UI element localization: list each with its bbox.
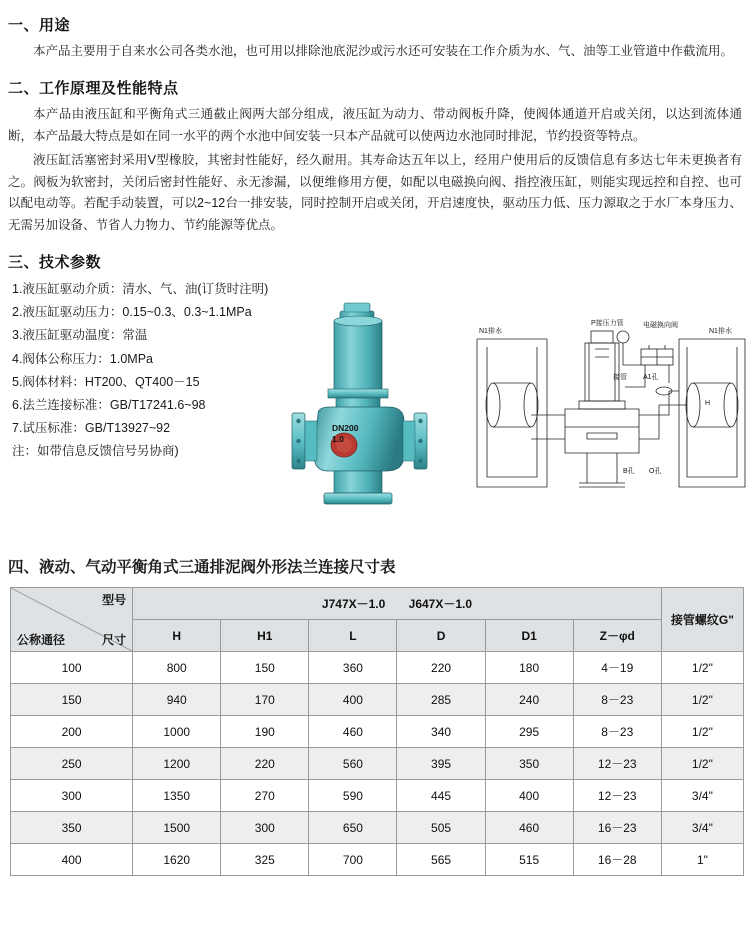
cell-h1: 170 <box>221 684 309 716</box>
cell-l: 650 <box>309 812 397 844</box>
cell-zd: 8－23 <box>573 684 661 716</box>
corner-label-dn: 公称通径 <box>17 633 66 648</box>
schematic-label-o-port: O孔 <box>649 468 662 476</box>
cell-l: 590 <box>309 780 397 812</box>
cell-l: 560 <box>309 748 397 780</box>
tech-spec-item-note: 注：如带信息反馈信号另协商) <box>12 444 179 458</box>
figure-label-pn: 1.0 <box>332 434 344 445</box>
cell-d1: 295 <box>485 716 573 748</box>
model-name-2: J647X－1.0 <box>408 597 473 612</box>
cell-h: 940 <box>133 684 221 716</box>
figure-label-dn: DN200 <box>332 423 359 434</box>
table-row <box>11 844 744 876</box>
section-heading-principle: 二、工作原理及性能特点 <box>8 79 179 97</box>
cell-zd: 16－23 <box>573 812 661 844</box>
cell-h: 1350 <box>133 780 221 812</box>
schematic-label-inlet: N1排水 <box>479 328 502 336</box>
tech-spec-item-6: 6.法兰连接标准：GB/T17241.6~98 <box>12 397 206 412</box>
cell-d: 220 <box>397 652 485 684</box>
cell-d: 565 <box>397 844 485 876</box>
section-heading-tech: 三、技术参数 <box>8 254 102 272</box>
cell-d: 445 <box>397 780 485 812</box>
table-head <box>11 588 744 652</box>
valve-schematic-drawing <box>473 287 748 512</box>
schematic-label-solenoid: 电磁换向阀 <box>643 322 678 330</box>
cell-thread: 3/4" <box>661 780 743 812</box>
cell-h: 1620 <box>133 844 221 876</box>
cell-h: 1500 <box>133 812 221 844</box>
section-heading-purpose: 一、用途 <box>8 17 71 34</box>
table-body <box>11 652 744 876</box>
cell-h1: 220 <box>221 748 309 780</box>
valve-3d-svg <box>278 295 468 510</box>
cell-dn: 350 <box>11 812 133 844</box>
corner-label-size: 尺寸 <box>102 633 127 648</box>
cell-zd: 12－23 <box>573 748 661 780</box>
cell-h1: 325 <box>221 844 309 876</box>
valve-schematic-svg <box>473 287 748 512</box>
cell-d1: 180 <box>485 652 573 684</box>
table-header-d1: D1 <box>485 620 573 652</box>
table-row <box>11 780 744 812</box>
tech-spec-item-7: 7.试压标准：GB/T13927~92 <box>12 420 171 435</box>
section-paragraph-principle-1: 本产品由液压缸和平衡角式三通截止阀两大部分组成，液压缸为动力、带动阀板升降，使阀体通道开启或关闭，以达到流体通断，本产品最大特点是如在同一水平的两个水池中间安装一只本产品就可以使两边水池同时排泥，节约投资等特点。 <box>8 106 742 143</box>
tech-spec-item-4: 4.阀体公称压力：1.0MPa <box>12 351 154 366</box>
cell-dn: 150 <box>11 684 133 716</box>
table-header-zd: Z－φd <box>573 620 661 652</box>
cell-thread: 1/2" <box>661 716 743 748</box>
cell-d: 395 <box>397 748 485 780</box>
cell-h: 800 <box>133 652 221 684</box>
document-page <box>0 14 750 876</box>
valve-3d-illustration <box>278 295 468 510</box>
cell-l: 700 <box>309 844 397 876</box>
cell-d1: 240 <box>485 684 573 716</box>
tech-spec-item-3: 3.液压缸驱动温度：常温 <box>12 328 148 343</box>
cell-h1: 300 <box>221 812 309 844</box>
schematic-label-gauge: P接压力管 <box>591 320 624 328</box>
cell-h: 1200 <box>133 748 221 780</box>
cell-thread: 1" <box>661 844 743 876</box>
schematic-label-b-port: B孔 <box>623 468 635 476</box>
cell-zd: 16－28 <box>573 844 661 876</box>
schematic-label-a-port: A1孔 <box>643 374 659 382</box>
cell-thread: 1/2" <box>661 684 743 716</box>
cell-h1: 150 <box>221 652 309 684</box>
table-row <box>11 652 744 684</box>
table-header-thread: 接管螺纹G" <box>661 588 743 652</box>
section-paragraph-principle-2: 液压缸活塞密封采用V型橡胶，其密封性能好，经久耐用。其寿命达五年以上，经用户使用后的反馈信息有多达七年未更换者有之。阀板为软密封，关闭后密封性能好、永无渗漏，以便维修用方便，如配以电磁换向阀、指控液压缸，则能实现远控和自控、也可以配电动等。若配手动装置，可以2~12台一排安装，同时控制开启或关闭，开启速度快，驱动压力低、压力源取之于水厂本身压力、无需另加设备、节省人力物力、节约能源等优点。 <box>8 152 742 233</box>
dimension-table <box>10 587 744 876</box>
cell-thread: 1/2" <box>661 748 743 780</box>
table-header-l: L <box>309 620 397 652</box>
cell-zd: 8－23 <box>573 716 661 748</box>
table-row <box>11 684 744 716</box>
cell-l: 400 <box>309 684 397 716</box>
cell-d: 505 <box>397 812 485 844</box>
cell-zd: 12－23 <box>573 780 661 812</box>
cell-thread: 3/4" <box>661 812 743 844</box>
tech-spec-item-5: 5.阀体材料：HT200、QT400－15 <box>12 374 200 389</box>
section-paragraph-purpose: 本产品主要用于自来水公司各类水池，也可用以排除池底泥沙或污水还可安装在工作介质为水、气、油等工业管道中作截流用。 <box>33 44 734 58</box>
table-header-h1: H1 <box>221 620 309 652</box>
schematic-label-pipe: 接管 <box>613 374 627 382</box>
cell-d1: 460 <box>485 812 573 844</box>
cell-h: 1000 <box>133 716 221 748</box>
cell-l: 460 <box>309 716 397 748</box>
table-header-d: D <box>397 620 485 652</box>
cell-d1: 400 <box>485 780 573 812</box>
figure-area <box>278 277 748 527</box>
cell-d: 285 <box>397 684 485 716</box>
table-header-h: H <box>133 620 221 652</box>
cell-dn: 200 <box>11 716 133 748</box>
corner-label-model: 型号 <box>102 593 127 608</box>
schematic-label-outlet: N1排水 <box>709 328 732 336</box>
cell-d1: 350 <box>485 748 573 780</box>
cell-zd: 4－19 <box>573 652 661 684</box>
model-name-1: J747X－1.0 <box>321 597 386 612</box>
cell-l: 360 <box>309 652 397 684</box>
cell-thread: 1/2" <box>661 652 743 684</box>
cell-h1: 270 <box>221 780 309 812</box>
cell-d1: 515 <box>485 844 573 876</box>
cell-dn: 100 <box>11 652 133 684</box>
cell-d: 340 <box>397 716 485 748</box>
table-corner-cell <box>11 588 133 652</box>
table-row <box>11 748 744 780</box>
tech-spec-item-2: 2.液压缸驱动压力：0.15~0.3、0.3~1.1MPa <box>12 305 252 320</box>
table-header-row-1 <box>11 588 744 620</box>
schematic-label-h: H <box>705 400 711 408</box>
cell-dn: 400 <box>11 844 133 876</box>
table-header-models <box>133 588 662 620</box>
cell-dn: 250 <box>11 748 133 780</box>
table-row <box>11 812 744 844</box>
tech-spec-item-1: 1.液压缸驱动介质：清水、气、油(订货时注明) <box>12 282 269 297</box>
table-title: 四、液动、气动平衡角式三通排泥阀外形法兰连接尺寸表 <box>8 559 396 577</box>
cell-h1: 190 <box>221 716 309 748</box>
table-row <box>11 716 744 748</box>
cell-dn: 300 <box>11 780 133 812</box>
